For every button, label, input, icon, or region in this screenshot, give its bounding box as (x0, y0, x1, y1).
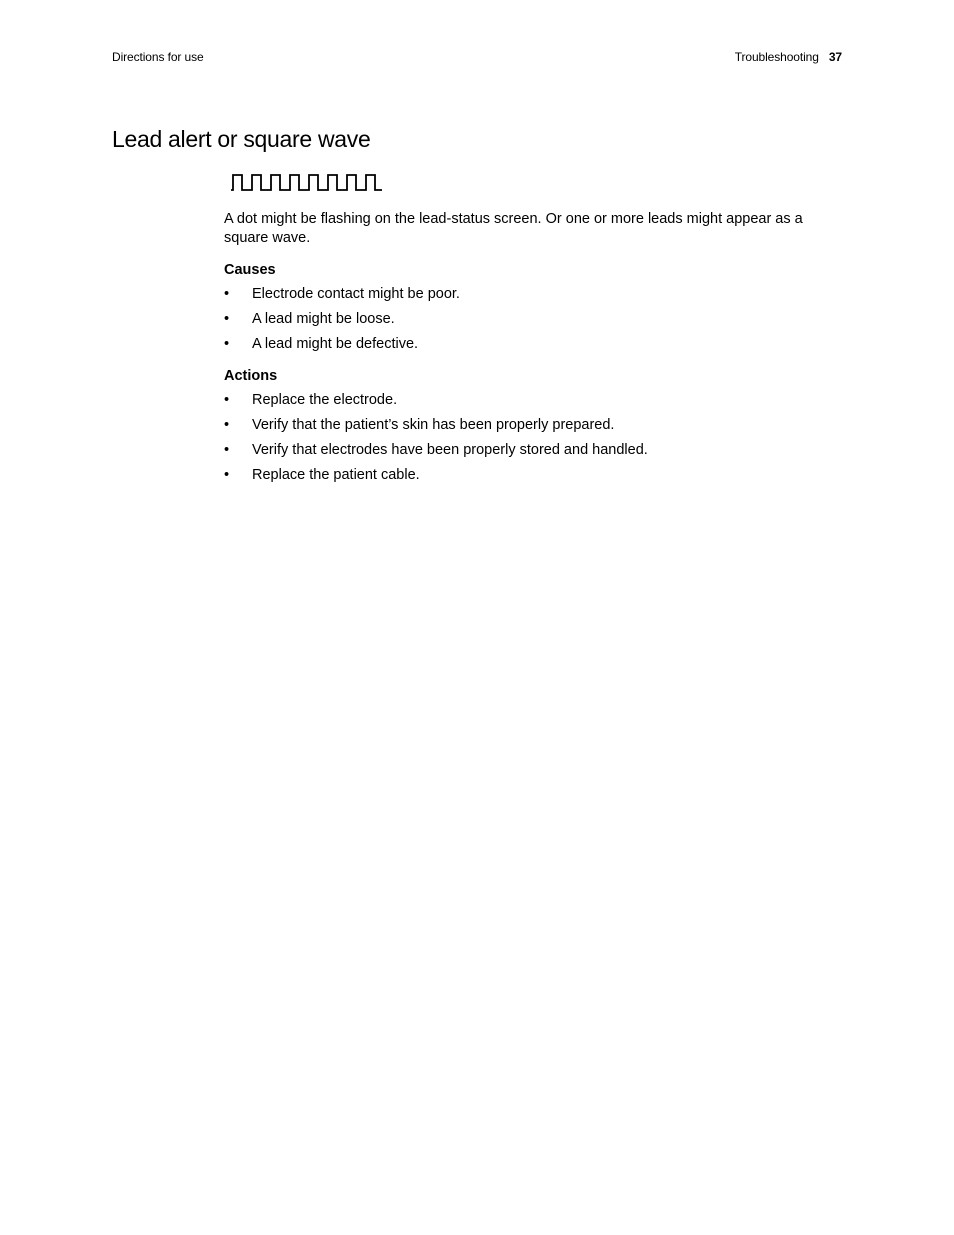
list-item (224, 391, 840, 410)
running-header-section (735, 50, 842, 64)
running-header-title: Directions for use (112, 50, 204, 64)
list-item (224, 335, 840, 354)
bullet: • (224, 467, 230, 483)
list-item (224, 441, 840, 460)
square-wave-icon (230, 172, 384, 192)
list-item (224, 285, 840, 304)
actions-list (224, 391, 840, 485)
list-item-text: Verify that electrodes have been properly stored and handled. (252, 442, 648, 458)
bullet: • (224, 286, 230, 302)
bullet: • (224, 392, 230, 408)
bullet: • (224, 336, 230, 352)
header-section-label: Troubleshooting (734, 50, 819, 64)
actions-heading: Actions (224, 368, 278, 384)
list-item (224, 466, 840, 485)
list-item-text: A lead might be defective. (252, 336, 419, 352)
list-item-text: Replace the electrode. (252, 392, 398, 408)
bullet: • (224, 442, 230, 458)
list-item-text: Verify that the patient’s skin has been properly prepared. (252, 417, 615, 433)
list-item-text: Electrode contact might be poor. (252, 286, 460, 302)
list-item-text: A lead might be loose. (252, 311, 395, 327)
intro-paragraph: A dot might be flashing on the lead-status screen. Or one or more leads might appear as a square wave. (224, 211, 803, 246)
section-body (224, 210, 840, 485)
page-number: 37 (828, 50, 842, 64)
bullet: • (224, 311, 230, 327)
list-item (224, 416, 840, 435)
list-item (224, 310, 840, 329)
section-title: Lead alert or square wave (112, 126, 371, 152)
causes-list (224, 285, 840, 354)
list-item-text: Replace the patient cable. (252, 467, 420, 483)
bullet: • (224, 417, 230, 433)
causes-heading: Causes (224, 262, 276, 278)
